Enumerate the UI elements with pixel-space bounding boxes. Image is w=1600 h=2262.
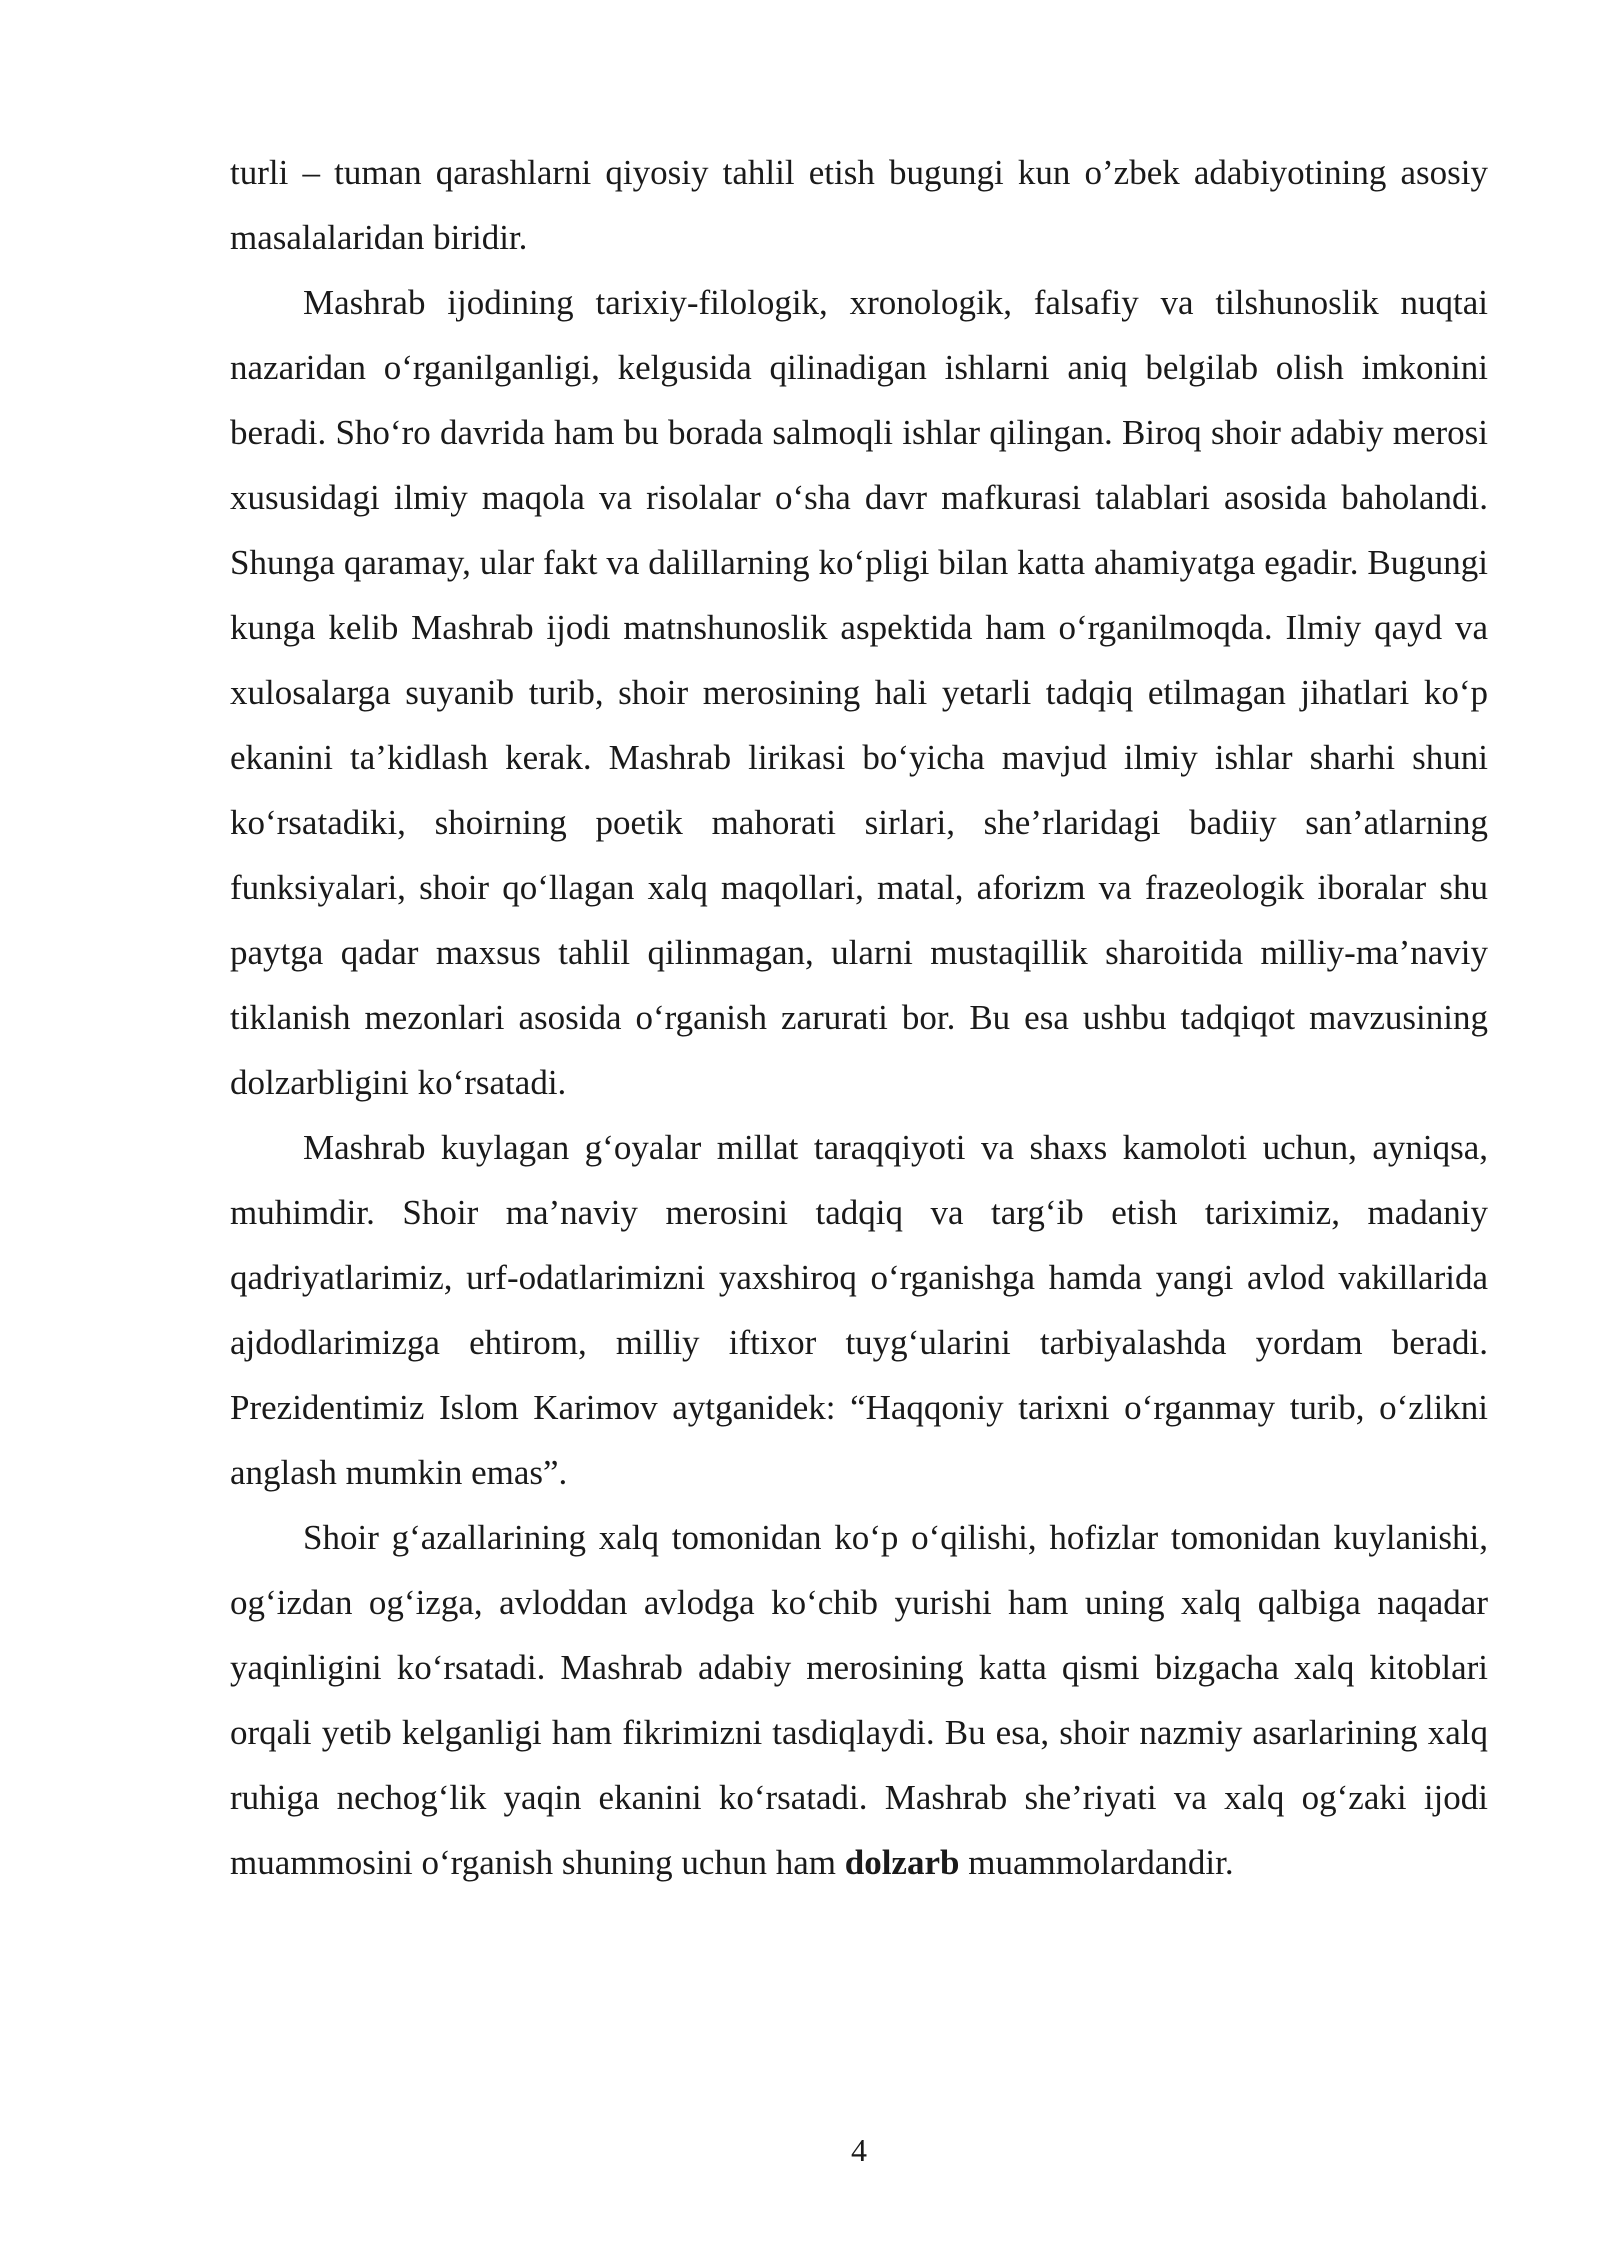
paragraph-1: turli – tuman qarashlarni qiyosiy tahlil etish bugungi kun o’zbek adabiyotining asosiy masalalaridan biridir.: [230, 153, 1488, 257]
paragraph-4: [230, 1505, 1488, 1895]
paragraph-3: Mashrab kuylagan g‘oyalar millat taraqqiyoti va shaxs kamoloti uchun, ayniqsa, muhimdir. Shoir ma’naviy merosini tadqiq va targ‘ib etish tariximiz, madaniy qadriyatlarimiz, urf-odatlarimizni yaxshiroq o‘rganishga hamda yangi avlod vakillarida ajdodlarimizga ehtirom, milliy iftixor tuyg‘ularini tarbiyalashda yordam beradi. Prezidentimiz Islom Karimov aytganidek: “Haqqoniy tarixni o‘rganmay turib, o‘zlikni anglash mumkin emas”.: [230, 1128, 1488, 1492]
body-text: [230, 140, 1488, 1895]
paragraph-2: Mashrab ijodining tarixiy-filologik, xronologik, falsafiy va tilshunoslik nuqtai nazaridan o‘rganilganligi, kelgusida qilinadigan ishlarni aniq belgilab olish imkonini beradi. Sho‘ro davrida ham bu borada salmoqli ishlar qilingan. Biroq shoir adabiy merosi xususidagi ilmiy maqola va risolalar o‘sha davr mafkurasi talablari asosida baholandi. Shunga qaramay, ular fakt va dalillarning ko‘pligi bilan katta ahamiyatga egadir. Bugungi kunga kelib Mashrab ijodi matnshunoslik aspektida ham o‘rganilmoqda. Ilmiy qayd va xulosalarga suyanib turib, shoir merosining hali yetarli tadqiq etilmagan jihatlari ko‘p ekanini ta’kidlash kerak. Mashrab lirikasi bo‘yicha mavjud ilmiy ishlar sharhi shuni ko‘rsatadiki, shoirning poetik mahorati sirlari, she’rlaridagi badiiy san’atlarning funksiyalari, shoir qo‘llagan xalq maqollari, matal, aforizm va frazeologik iboralar shu paytga qadar maxsus tahlil qilinmagan, ularni mustaqillik sharoitida milliy-ma’naviy tiklanish mezonlari asosida o‘rganish zarurati bor. Bu esa ushbu tadqiqot mavzusining dolzarbligini ko‘rsatadi.: [230, 283, 1488, 1102]
paragraph-4-text-before: Shoir g‘azallarining xalq tomonidan ko‘p o‘qilishi, hofizlar tomonidan kuylanishi, og‘izdan og‘izga, avloddan avlodga ko‘chib yurishi ham uning xalq qalbiga naqadar yaqinligini ko‘rsatadi. Mashrab adabiy merosining katta qismi bizgacha xalq kitoblari orqali yetib kelganligi ham fikrimizni tasdiqlaydi. Bu esa, shoir nazmiy asarlarining xalq ruhiga nechog‘lik yaqin ekanini ko‘rsatadi. Mashrab she’riyati va xalq og‘zaki ijodi muammosini o‘rganish shuning uchun ham: [230, 1518, 1488, 1882]
page-number: 4: [851, 2132, 867, 2168]
paragraph-4-text-after: muammolardandir.: [959, 1843, 1234, 1882]
bold-keyword: dolzarb: [844, 1843, 960, 1882]
